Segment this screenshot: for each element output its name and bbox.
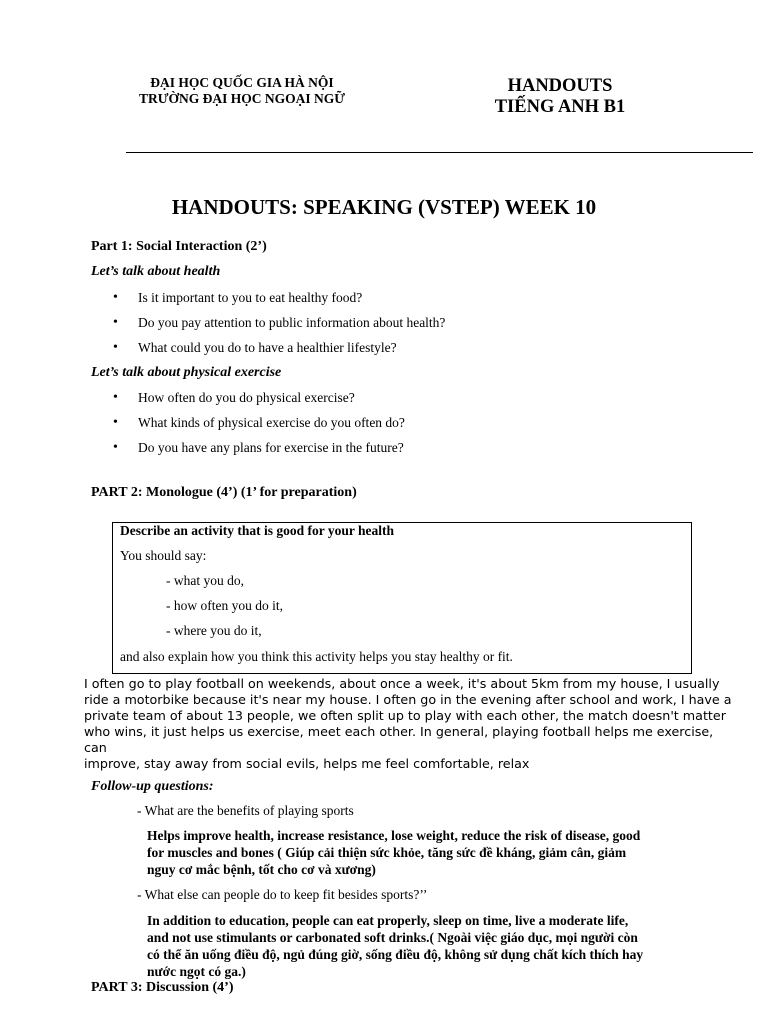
- part1-heading: Part 1: Social Interaction (2’): [91, 239, 267, 254]
- bullet-icon: •: [113, 390, 118, 405]
- faculty-name: TRƯỜNG ĐẠI HỌC NGOẠI NGỮ: [138, 91, 345, 106]
- university-header: [112, 75, 372, 107]
- followup-answer: [147, 912, 643, 980]
- topic-exercise-label: Let’s talk about physical exercise: [91, 365, 282, 380]
- followup-answer: [147, 827, 640, 878]
- task-title: Describe an activity that is good for your health: [120, 523, 394, 538]
- answer-line: I often go to play football on weekends, about once a week, it's about 5km from my house, I usually: [84, 676, 720, 691]
- handouts-label: HANDOUTS: [507, 76, 613, 96]
- answer-line: nước ngọt có ga.): [147, 964, 246, 979]
- course-label: TIẾNG ANH B1: [494, 97, 626, 117]
- handouts-header: [470, 76, 650, 118]
- answer-line: private team of about 13 people, we often split up to play with each other, the match doesn't matter: [84, 708, 726, 723]
- task-point: - what you do,: [166, 573, 244, 588]
- answer-line: ride a motorbike because it's near my house. I often go in the evening after school and work, I have a: [84, 692, 732, 707]
- bullet-icon: •: [113, 315, 118, 330]
- answer-line: who wins, it just helps us exercise, meet each other. In general, playing football helps me exercise, can: [84, 724, 714, 755]
- question-text: Is it important to you to eat healthy food?: [138, 290, 363, 305]
- answer-line: In addition to education, people can eat properly, sleep on time, live a moderate life,: [147, 913, 629, 928]
- answer-line: for muscles and bones ( Giúp cải thiện sức khỏe, tăng sức đề kháng, giảm cân, giảm: [147, 845, 627, 860]
- bullet-icon: •: [113, 440, 118, 455]
- part2-heading: PART 2: Monologue (4’) (1’ for preparation): [91, 485, 357, 500]
- question-text: Do you pay attention to public information about health?: [138, 315, 446, 330]
- task-point: - how often you do it,: [166, 598, 283, 613]
- page-title: HANDOUTS: SPEAKING (VSTEP) WEEK 10: [171, 195, 597, 219]
- question-text: What kinds of physical exercise do you often do?: [138, 415, 405, 430]
- task-point: - where you do it,: [166, 623, 262, 638]
- topic-health-label: Let’s talk about health: [91, 264, 221, 279]
- followup-question: - What are the benefits of playing sports: [137, 803, 354, 818]
- task-closing: and also explain how you think this activity helps you stay healthy or fit.: [120, 649, 513, 664]
- task-intro: You should say:: [120, 548, 207, 563]
- answer-line: improve, stay away from social evils, helps me feel comfortable, relax: [84, 756, 530, 771]
- answer-line: and not use stimulants or carbonated soft drinks.( Ngoài việc giáo dục, mọi người còn: [147, 930, 638, 945]
- answer-line: Helps improve health, increase resistance, lose weight, reduce the risk of disease, good: [147, 828, 641, 843]
- followup-heading: Follow-up questions:: [91, 779, 214, 794]
- header-divider: [126, 152, 753, 153]
- part3-heading: PART 3: Discussion (4’): [91, 980, 234, 995]
- followup-question: - What else can people do to keep fit besides sports?’’: [137, 887, 428, 902]
- bullet-icon: •: [113, 415, 118, 430]
- question-text: Do you have any plans for exercise in the future?: [138, 440, 404, 455]
- bullet-icon: •: [113, 340, 118, 355]
- task-card: [112, 522, 692, 674]
- sample-answer: [84, 676, 734, 772]
- answer-line: có thể ăn uống điều độ, ngủ đúng giờ, sống điều độ, không sử dụng chất kích thích hay: [147, 947, 644, 962]
- bullet-icon: •: [113, 290, 118, 305]
- answer-line: nguy cơ mắc bệnh, tốt cho cơ và xương): [147, 862, 376, 877]
- question-text: How often do you do physical exercise?: [138, 390, 355, 405]
- question-text: What could you do to have a healthier lifestyle?: [138, 340, 397, 355]
- university-name: ĐẠI HỌC QUỐC GIA HÀ NỘI: [150, 75, 334, 90]
